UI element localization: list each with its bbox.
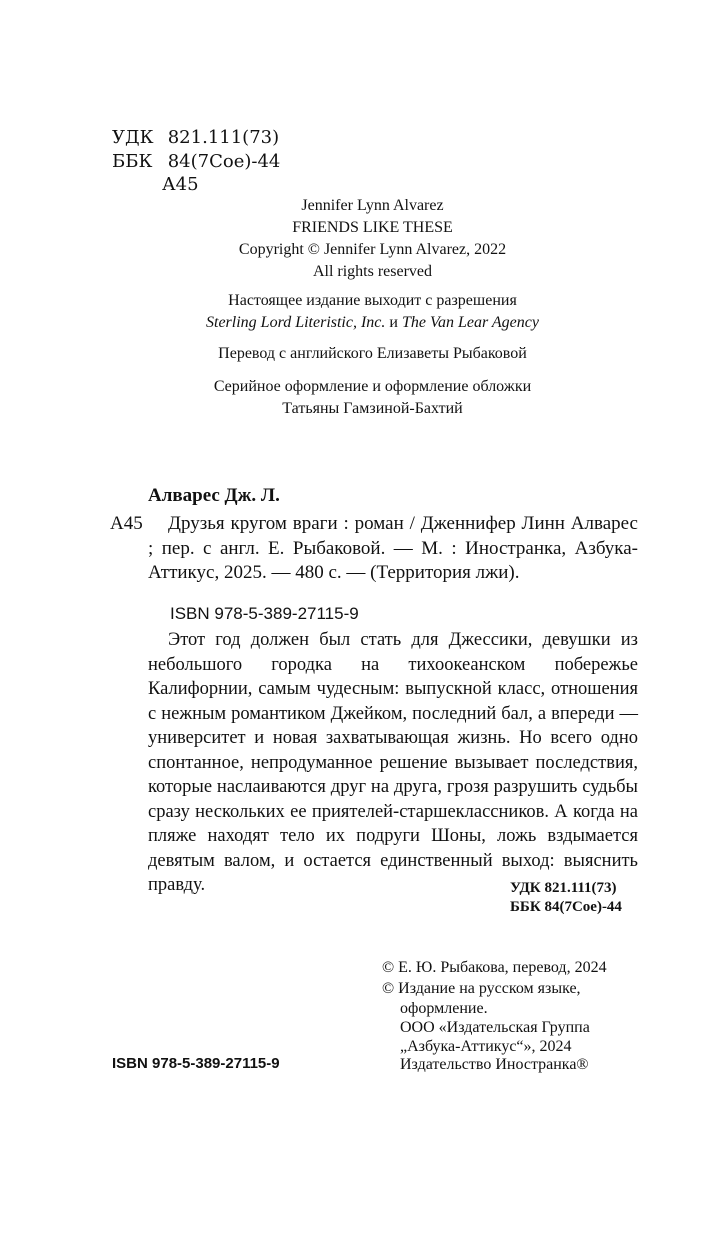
copyright-edition-cont: оформление.: [400, 1000, 488, 1017]
rights-line: All rights reserved: [312, 263, 433, 280]
copyright-edition: © Издание на русском языке,: [382, 980, 581, 997]
catalog-description: Друзья кругом враги : роман / Дженнифер Линн Алварес ; пер. с англ. Е. Рыбаковой. — М. : Иностранка, Азбука-Аттикус, 2025. — 480 с. — (Территория лжи).: [148, 513, 638, 583]
agency-1: Sterling Lord Literistic, Inc.: [206, 314, 386, 331]
publisher-name: „Азбука-Аттикус“», 2024: [400, 1038, 572, 1055]
original-author: Jennifer Lynn Alvarez: [301, 197, 444, 214]
book-annotation: Этот год должен был стать для Джессики, девушки из небольшого городка на тихоокеанском побережье Калифорнии, самым чудесным: выпускной класс, отношения с нежным романтиком Джейком, последний бал, а впереди — университет и новая захватывающая жизнь. Но всего одно спонтанное, непродуманное решение вызывает последствия, которые наслаиваются друг на друга, грозя разрушить судьбы сразу нескольких ее приятелей-старшеклассников. А когда на пляже находят тело их подруги Шоны, ложь вздымается девятым валом, и остается единственный выход: выяснить правду.: [148, 630, 638, 895]
bbk-value: 84(7Сое)-44: [167, 151, 281, 172]
catalog-author-heading: Алварес Дж. Л.: [148, 485, 280, 506]
catalog-code: А45: [110, 513, 143, 534]
udk-line: [112, 126, 279, 150]
agency-joiner: и: [389, 314, 398, 331]
design-line-2: Татьяны Гамзиной-Бахтий: [282, 400, 463, 417]
bbk-label: ББК: [112, 151, 153, 172]
copyright-translation: © Е. Ю. Рыбакова, перевод, 2024: [382, 959, 607, 976]
bbk-repeat: ББК 84(7Сое)-44: [510, 899, 622, 915]
udk-value: 821.111(73): [167, 127, 280, 148]
copyright-line: Copyright © Jennifer Lynn Alvarez, 2022: [238, 241, 507, 258]
translation-line: Перевод с английского Елизаветы Рыбаковой: [218, 345, 527, 362]
permission-line: Настоящее издание выходит с разрешения: [228, 292, 517, 309]
imprint-name: Издательство Иностранка®: [400, 1056, 589, 1073]
agency-2: The Van Lear Agency: [401, 314, 539, 331]
publisher-group: ООО «Издательская Группа: [400, 1019, 590, 1036]
catalog-isbn: ISBN 978-5-389-27115-9: [170, 604, 359, 623]
agencies-line: [90, 312, 655, 334]
design-line-1: Серийное оформление и оформление обложки: [213, 378, 532, 395]
author-mark: А45: [162, 174, 199, 195]
udk-label: УДК: [112, 127, 154, 148]
original-title: FRIENDS LIKE THESE: [292, 219, 453, 236]
bbk-line: [112, 150, 280, 174]
footer-isbn: ISBN 978-5-389-27115-9: [112, 1055, 280, 1072]
udk-repeat: УДК 821.111(73): [510, 880, 617, 896]
